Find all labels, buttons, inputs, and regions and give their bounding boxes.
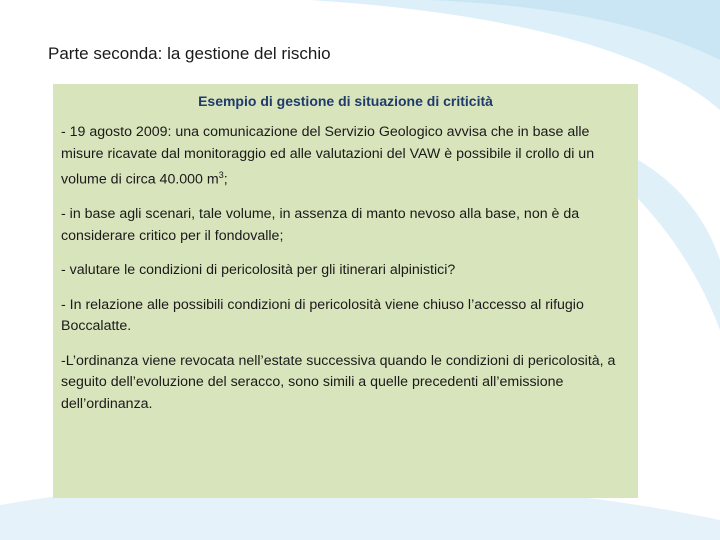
paragraph-1-text: - 19 agosto 2009: una comunicazione del Servizio Geologico avvisa che in base alle misure ricavate dal monitoraggio ed alle valutazioni del VAW è possibile il crollo di un volume di circa 40.000 m — [61, 124, 595, 188]
superscript-exponent: 3 — [218, 170, 224, 180]
paragraph-1 — [61, 122, 630, 191]
paragraph-2: - in base agli scenari, tale volume, in assenza di manto nevoso alla base, non è da considerare critico per il fondovalle; — [61, 206, 580, 244]
box-heading: Esempio di gestione di situazione di criticità — [198, 93, 493, 109]
content-box — [53, 84, 638, 498]
paragraph-5: -L’ordinanza viene revocata nell’estate successiva quando le condizioni di pericolosità, a seguito dell’evoluzione del seracco, sono simili a quelle precedenti all’emissione dell’ordinanza. — [61, 352, 616, 412]
paragraph-1-end: ; — [223, 171, 228, 188]
paragraph-4: - In relazione alle possibili condizioni di pericolosità viene chiuso l’accesso al rifugio Boccalatte. — [61, 296, 584, 335]
slide-title: Parte seconda: la gestione del rischio — [48, 44, 331, 63]
paragraph-3: - valutare le condizioni di pericolosità per gli itinerari alpinistici? — [61, 262, 456, 279]
